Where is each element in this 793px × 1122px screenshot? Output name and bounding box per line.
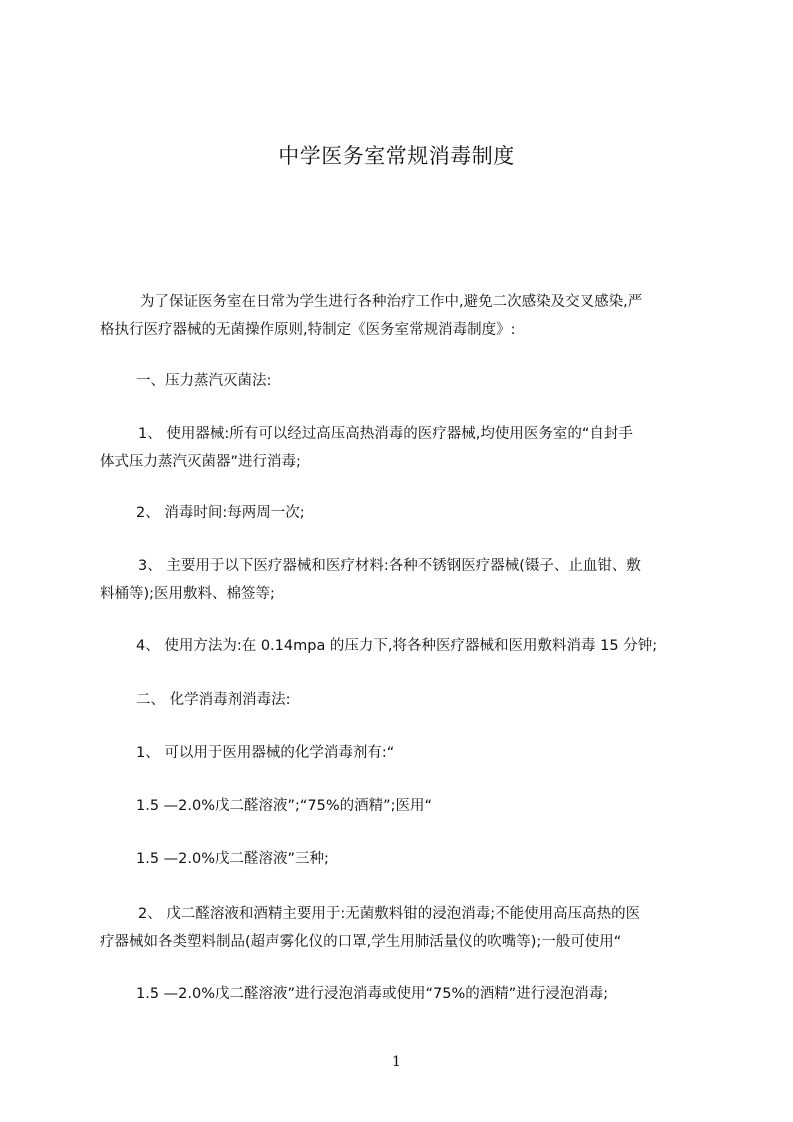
section1-item-3-line-1: 3、 主要用于以下医疗器械和医疗材料:各种不锈钢医疗器械(镊子、止血钳、敷 bbox=[138, 558, 641, 574]
section1-heading bbox=[100, 367, 705, 395]
section2-heading bbox=[100, 686, 705, 714]
section2-last-line bbox=[100, 980, 705, 1008]
section2-line-2-text: 1.5 —2.0%戊二醛溶液”;“75%的酒精”;医用“ bbox=[136, 798, 433, 814]
section1-item-1-line-1: 1、 使用器械:所有可以经过高压高热消毒的医疗器械,均使用医务室的“自封手 bbox=[138, 426, 633, 442]
section2-line-3-text: 1.5 —2.0%戊二醛溶液”三种; bbox=[136, 851, 329, 867]
section2-last-line-text: 1.5 —2.0%戊二醛溶液”进行浸泡消毒或使用“75%的酒精”进行浸泡消毒; bbox=[136, 986, 609, 1002]
intro-paragraph bbox=[100, 288, 705, 344]
page-number: 1 bbox=[392, 1054, 401, 1070]
section2-line-2 bbox=[100, 792, 705, 820]
section2-heading-text: 二、 化学消毒剂消毒法: bbox=[136, 692, 291, 708]
section2-line-1 bbox=[100, 739, 705, 767]
section2-item-2 bbox=[100, 900, 705, 956]
section2-line-3 bbox=[100, 845, 705, 873]
section1-item-2 bbox=[100, 499, 705, 527]
section1-item-3-line-2: 料桶等);医用敷料、棉签等; bbox=[100, 586, 275, 602]
document-title: 中学医务室常规消毒制度 bbox=[278, 144, 515, 168]
section1-item-1 bbox=[100, 420, 705, 476]
section1-item-4-line-1: 4、 使用方法为:在 0.14mpa 的压力下,将各种医疗器械和医用敷料消毒 15 分钟; bbox=[136, 638, 658, 654]
section1-item-3 bbox=[100, 552, 705, 608]
section1-item-4 bbox=[100, 632, 705, 660]
intro-line-2: 格执行医疗器械的无菌操作原则,特制定《医务室常规消毒制度》: bbox=[100, 322, 516, 338]
section2-item-2-line-1: 2、 戊二醛溶液和酒精主要用于:无菌敷料钳的浸泡消毒;不能使用高压高热的医 bbox=[138, 906, 641, 922]
section2-line-1-text: 1、 可以用于医用器械的化学消毒剂有:“ bbox=[136, 745, 395, 761]
section1-item-2-line-1: 2、 消毒时间:每两周一次; bbox=[136, 505, 305, 521]
section1-heading-text: 一、压力蒸汽灭菌法: bbox=[136, 373, 272, 389]
section2-item-2-line-2: 疗器械如各类塑料制品(超声雾化仪的口罩,学生用肺活量仪的吹嘴等);一般可使用“ bbox=[100, 934, 622, 950]
section1-item-1-line-2: 体式压力蒸汽灭菌器”进行消毒; bbox=[100, 454, 301, 470]
intro-line-1: 为了保证医务室在日常为学生进行各种治疗工作中,避免二次感染及交叉感染,严 bbox=[140, 294, 643, 310]
